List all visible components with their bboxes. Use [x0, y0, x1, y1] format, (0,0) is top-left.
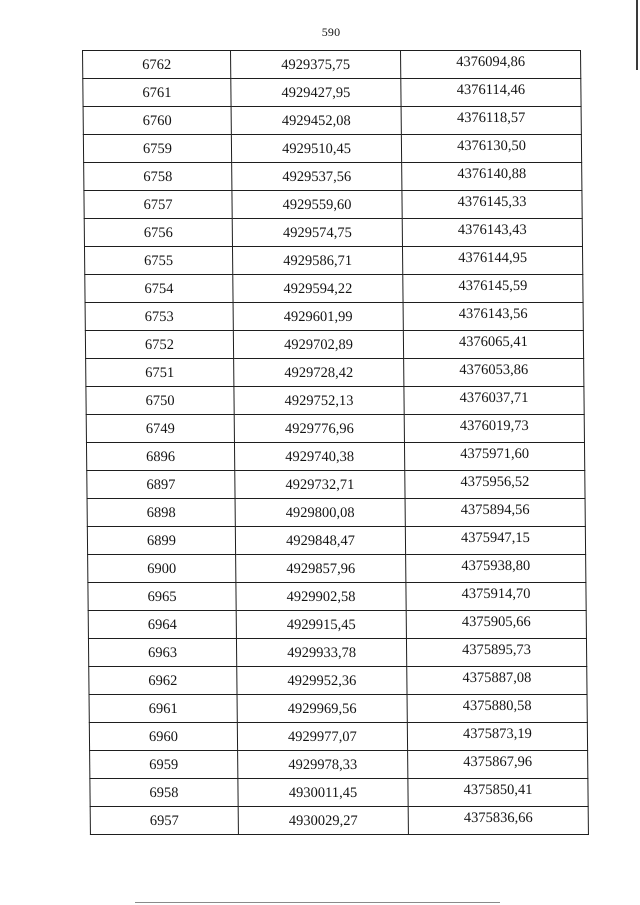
cell-point-number [90, 807, 238, 835]
cell-point-number-text: 6757 [143, 197, 173, 214]
cell-point-number [87, 499, 235, 527]
cell-y-coordinate [401, 51, 581, 79]
cell-point-number-text: 6962 [148, 673, 178, 690]
cell-point-number [87, 527, 235, 555]
cell-x-coordinate [234, 387, 404, 415]
cell-y-coordinate [406, 583, 586, 611]
cell-y-coordinate [407, 667, 587, 695]
cell-point-number [86, 443, 234, 471]
cell-y-coordinate [404, 415, 584, 443]
cell-y-coordinate [408, 751, 588, 779]
cell-point-number-text: 6961 [148, 701, 178, 718]
cell-y-coordinate [405, 527, 585, 555]
cell-point-number [83, 51, 231, 79]
cell-point-number [83, 107, 231, 135]
cell-y-coordinate-text: 4376114,46 [456, 82, 526, 99]
cell-y-coordinate [404, 359, 584, 387]
cell-x-coordinate [236, 555, 406, 583]
table-body [83, 51, 589, 835]
cell-x-coordinate-text: 4929537,56 [282, 169, 352, 186]
table-row [84, 191, 582, 219]
cell-x-coordinate-text: 4929728,42 [284, 365, 354, 382]
table-row [83, 135, 581, 163]
cell-y-coordinate [408, 779, 588, 807]
cell-point-number [90, 751, 238, 779]
cell-point-number-text: 6958 [149, 785, 179, 802]
cell-point-number [88, 555, 236, 583]
cell-y-coordinate [405, 499, 585, 527]
cell-y-coordinate-text: 4376118,57 [456, 110, 526, 127]
cell-x-coordinate-text: 4929510,45 [281, 141, 352, 158]
table-row [83, 107, 581, 135]
cell-x-coordinate [238, 779, 408, 807]
cell-y-coordinate-text: 4375880,58 [462, 698, 532, 715]
cell-y-coordinate-text: 4376094,86 [456, 54, 526, 71]
cell-x-coordinate-text: 4929452,08 [281, 113, 351, 130]
cell-point-number-text: 6959 [149, 757, 179, 774]
cell-point-number-text: 6897 [146, 477, 176, 494]
cell-y-coordinate [408, 807, 588, 835]
cell-y-coordinate-text: 4376144,95 [458, 250, 528, 267]
cell-y-coordinate [401, 135, 581, 163]
cell-y-coordinate-text: 4376145,59 [458, 278, 528, 295]
cell-y-coordinate-text: 4376053,86 [459, 362, 529, 379]
cell-point-number [88, 611, 236, 639]
cell-x-coordinate-text: 4929969,56 [287, 701, 357, 718]
cell-x-coordinate [232, 191, 402, 219]
cell-point-number-text: 6752 [144, 337, 175, 354]
cell-y-coordinate-text: 4375938,80 [461, 558, 531, 575]
cell-y-coordinate-text: 4375894,56 [460, 502, 530, 519]
cell-y-coordinate [404, 387, 584, 415]
table-row [89, 723, 587, 751]
cell-point-number [88, 639, 236, 667]
cell-y-coordinate-text: 4375914,70 [461, 586, 531, 603]
cell-x-coordinate [237, 667, 407, 695]
cell-x-coordinate-text: 4929952,36 [287, 673, 357, 690]
cell-point-number [83, 135, 231, 163]
cell-point-number-text: 6758 [143, 169, 173, 186]
cell-x-coordinate-text: 4929977,07 [287, 729, 357, 746]
cell-y-coordinate-text: 4375850,41 [463, 782, 533, 799]
cell-y-coordinate-text: 4376140,88 [457, 166, 527, 183]
cell-x-coordinate [236, 639, 406, 667]
cell-point-number-text: 6964 [147, 617, 177, 634]
cell-y-coordinate-text: 4376130,50 [456, 138, 526, 155]
cell-y-coordinate [406, 611, 586, 639]
cell-x-coordinate [235, 499, 405, 527]
cell-y-coordinate-text: 4376143,56 [458, 306, 528, 323]
cell-y-coordinate [401, 79, 581, 107]
cell-x-coordinate [232, 219, 402, 247]
table-row [85, 331, 583, 359]
cell-point-number [87, 471, 235, 499]
page-number: 590 [321, 25, 341, 39]
cell-x-coordinate [237, 723, 407, 751]
cell-x-coordinate [231, 107, 401, 135]
cell-y-coordinate-text: 4375836,66 [463, 810, 533, 827]
cell-point-number [88, 583, 236, 611]
cell-point-number-text: 6960 [148, 729, 179, 746]
cell-point-number [86, 387, 234, 415]
cell-y-coordinate [403, 331, 583, 359]
cell-point-number [89, 667, 237, 695]
table-row [86, 359, 584, 387]
table-row [85, 275, 583, 303]
cell-x-coordinate [233, 275, 403, 303]
table-row [87, 471, 585, 499]
cell-point-number-text: 6896 [146, 449, 176, 466]
cell-x-coordinate [232, 247, 402, 275]
cell-point-number-text: 6751 [145, 365, 175, 382]
cell-x-coordinate-text: 4929915,45 [286, 617, 356, 634]
cell-y-coordinate-text: 4375971,60 [460, 446, 530, 463]
cell-x-coordinate-text: 4929586,71 [283, 253, 353, 270]
table-row [89, 667, 587, 695]
cell-y-coordinate-text: 4376019,73 [459, 418, 529, 435]
cell-x-coordinate [234, 415, 404, 443]
cell-point-number [89, 723, 237, 751]
cell-point-number [84, 191, 232, 219]
cell-point-number [84, 163, 232, 191]
table-row [89, 695, 587, 723]
cell-x-coordinate-text: 4929427,95 [281, 85, 351, 102]
scan-edge-line [135, 902, 500, 903]
cell-x-coordinate [238, 751, 408, 779]
cell-y-coordinate [406, 639, 586, 667]
cell-point-number [84, 219, 232, 247]
cell-x-coordinate-text: 4929740,38 [285, 449, 355, 466]
table-row [90, 779, 588, 807]
cell-point-number [85, 331, 233, 359]
table-row [83, 79, 581, 107]
cell-point-number-text: 6957 [149, 813, 179, 830]
cell-point-number-text: 6965 [147, 589, 177, 606]
cell-x-coordinate-text: 4929776,96 [284, 421, 354, 438]
cell-point-number-text: 6749 [145, 421, 175, 438]
cell-x-coordinate [233, 303, 403, 331]
cell-y-coordinate-text: 4376143,43 [457, 222, 527, 239]
cell-point-number [90, 779, 238, 807]
cell-y-coordinate [407, 695, 587, 723]
cell-x-coordinate [236, 611, 406, 639]
cell-y-coordinate-text: 4375956,52 [460, 474, 530, 491]
cell-x-coordinate-text: 4929375,75 [281, 57, 351, 74]
cell-x-coordinate-text: 4929601,99 [283, 309, 353, 326]
cell-point-number-text: 6761 [142, 85, 172, 102]
cell-point-number-text: 6754 [144, 281, 174, 298]
table-row [88, 555, 586, 583]
cell-x-coordinate-text: 4930011,45 [288, 785, 358, 802]
cell-x-coordinate-text: 4929702,89 [283, 337, 354, 354]
cell-point-number-text: 6899 [146, 533, 177, 550]
cell-y-coordinate-text: 4376065,41 [458, 334, 528, 351]
cell-point-number-text: 6900 [147, 561, 177, 578]
cell-x-coordinate [237, 695, 407, 723]
cell-y-coordinate-text: 4376037,71 [459, 390, 529, 407]
cell-point-number [84, 247, 232, 275]
table-row [84, 219, 582, 247]
cell-y-coordinate [406, 555, 586, 583]
cell-x-coordinate-text: 4929857,96 [286, 561, 356, 578]
cell-point-number [83, 79, 231, 107]
table-row [90, 807, 588, 835]
cell-x-coordinate-text: 4929732,71 [285, 477, 355, 494]
cell-point-number-text: 6756 [143, 225, 173, 242]
table-row [84, 163, 582, 191]
cell-x-coordinate [233, 331, 403, 359]
cell-x-coordinate [231, 79, 401, 107]
cell-y-coordinate-text: 4375947,15 [460, 530, 530, 547]
cell-point-number-text: 6755 [144, 253, 174, 270]
cell-x-coordinate-text: 4929902,58 [286, 589, 356, 606]
cell-x-coordinate [231, 51, 401, 79]
cell-x-coordinate [234, 443, 404, 471]
cell-y-coordinate-text: 4375905,66 [461, 614, 531, 631]
cell-x-coordinate-text: 4929574,75 [282, 225, 352, 242]
cell-y-coordinate [402, 191, 582, 219]
cell-x-coordinate-text: 4929848,47 [285, 533, 355, 550]
cell-point-number-text: 6760 [142, 113, 172, 130]
cell-y-coordinate [402, 163, 582, 191]
coordinates-table [82, 50, 589, 835]
table-row [90, 751, 588, 779]
cell-x-coordinate [235, 527, 405, 555]
cell-x-coordinate-text: 4929752,13 [284, 393, 354, 410]
table-row [84, 247, 582, 275]
cell-y-coordinate [402, 247, 582, 275]
table-row [87, 527, 585, 555]
cell-y-coordinate [405, 471, 585, 499]
cell-x-coordinate [235, 471, 405, 499]
table-row [86, 387, 584, 415]
table-row [85, 303, 583, 331]
cell-point-number [85, 275, 233, 303]
cell-x-coordinate-text: 4930029,27 [288, 813, 358, 830]
cell-y-coordinate [407, 723, 587, 751]
cell-y-coordinate [403, 275, 583, 303]
cell-point-number [86, 359, 234, 387]
cell-y-coordinate [403, 303, 583, 331]
cell-x-coordinate-text: 4929559,60 [282, 197, 352, 214]
cell-point-number-text: 6762 [142, 57, 172, 74]
cell-y-coordinate [402, 219, 582, 247]
cell-x-coordinate-text: 4929800,08 [285, 505, 355, 522]
cell-point-number [89, 695, 237, 723]
table-row [83, 51, 581, 79]
cell-y-coordinate-text: 4375895,73 [462, 642, 532, 659]
cell-x-coordinate-text: 4929933,78 [287, 645, 357, 662]
cell-y-coordinate-text: 4375887,08 [462, 670, 532, 687]
cell-y-coordinate [404, 443, 584, 471]
table-row [87, 499, 585, 527]
cell-x-coordinate [232, 163, 402, 191]
cell-x-coordinate [234, 359, 404, 387]
cell-y-coordinate-text: 4375873,19 [462, 726, 532, 743]
cell-x-coordinate-text: 4929594,22 [283, 281, 353, 298]
cell-x-coordinate-text: 4929978,33 [288, 757, 358, 774]
cell-x-coordinate [236, 583, 406, 611]
cell-x-coordinate [231, 135, 401, 163]
cell-y-coordinate-text: 4375867,96 [463, 754, 533, 771]
table-row [88, 583, 586, 611]
cell-y-coordinate [401, 107, 581, 135]
cell-point-number-text: 6963 [148, 645, 178, 662]
cell-point-number [85, 303, 233, 331]
cell-x-coordinate [238, 807, 408, 835]
table-row [86, 415, 584, 443]
table-row [88, 611, 586, 639]
cell-point-number-text: 6750 [145, 393, 175, 410]
cell-point-number-text: 6759 [142, 141, 173, 158]
cell-point-number-text: 6898 [146, 505, 176, 522]
table-row [88, 639, 586, 667]
cell-point-number-text: 6753 [144, 309, 174, 326]
table-row [86, 443, 584, 471]
cell-y-coordinate-text: 4376145,33 [457, 194, 527, 211]
scan-edge-line [636, 0, 638, 70]
cell-point-number [86, 415, 234, 443]
